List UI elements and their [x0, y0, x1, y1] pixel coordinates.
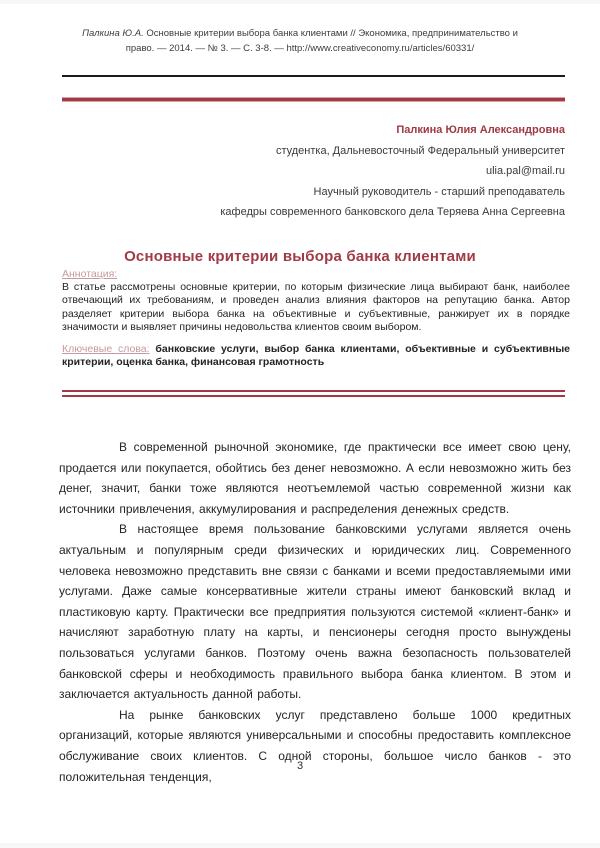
abstract-text: В статье рассмотрены основные критерии, по которым физические лица выбирают банк, наиболее отвечающий их требованиям, и проведен анализ влияния факторов на репутацию банка. Автор разделяет критерии выбора банка на объективные и субъективные, ранжирует их в порядке значимости и выявляет причины недовольства клиентов своим выбором.: [62, 281, 570, 333]
header-citation: [60, 26, 540, 56]
keywords-label: Ключевые слова:: [62, 343, 150, 355]
keywords-text: банковские услуги, выбор банка клиентами, объективные и субъективные критерии, оценка банка, финансовая грамотность: [62, 343, 570, 369]
citation-line-2: право. — 2014. — № 3. — С. 3-8. — http://www.creativeconomy.ru/articles/60331/: [125, 43, 475, 54]
keywords-block: [62, 343, 570, 370]
page-number: 3: [296, 760, 304, 772]
body-paragraph: В настоящее время пользование банковскими услугами является очень актуальным и популярным среди физических и юридических лиц. Современного человека невозможно представить вне связи с банками и всеми предоставляемыми ими услугами. Даже самые консервативные жители страны имеют банковский вклад и пластиковую карту. Практически все предприятия пользуются системой «клиент-банк» и начисляют заработную плату на карты, и пенсионеры сегодня просто вынуждены пользоваться услугами банков. Поэтому очень важна безопасность пользователей банковской сферы и необходимость правильного выбора банка клиентом. В этом и заключается актуальность данной работы.: [59, 522, 571, 702]
advisor-line-2: кафедры современного банковского дела Теряева Анна Сергеевна: [220, 206, 565, 218]
article-title: Основные критерии выбора банка клиентами: [124, 248, 476, 266]
body-paragraph: В современной рыночной экономике, где практически все имеет свою цену, продается или покупается, обойтись без денег невозможно. А если невозможно жить без денег, значит, банки тоже являются неотъемлемой частью современной жизни как источники привлечения, аккумулирования и распределения денежных средств.: [59, 440, 571, 516]
red-double-rule: [62, 390, 565, 397]
citation-line-1: [60, 26, 540, 41]
advisor-line-1: Научный руководитель - старший преподаватель: [313, 185, 565, 198]
article-body: [59, 437, 571, 787]
page-bottom-edge: [0, 843, 600, 848]
author-affiliation: студентка, Дальневосточный Федеральный университет: [275, 144, 565, 157]
body-paragraph: На рынке банковских услуг представлено больше 1000 кредитных организаций, которые являются универсальными и способны предоставить комплексное обслуживание своих клиентов. С одной стороны, большое число банков - это положительная тенденция,: [59, 707, 571, 784]
author-email: ulia.pal@mail.ru: [485, 165, 565, 177]
citation-author: Палкина Ю.А.: [82, 28, 144, 39]
citation-line-1-rest: Основные критерии выбора банка клиентами // Экономика, предпринимательство и: [143, 28, 518, 39]
author-name: Палкина Юлия Александровна: [396, 124, 565, 136]
page-top-edge: [0, 0, 600, 4]
abstract-label: Аннотация:: [62, 268, 118, 280]
author-block: [100, 120, 565, 223]
red-thick-rule: [62, 97, 565, 102]
black-divider-rule: [62, 75, 565, 77]
